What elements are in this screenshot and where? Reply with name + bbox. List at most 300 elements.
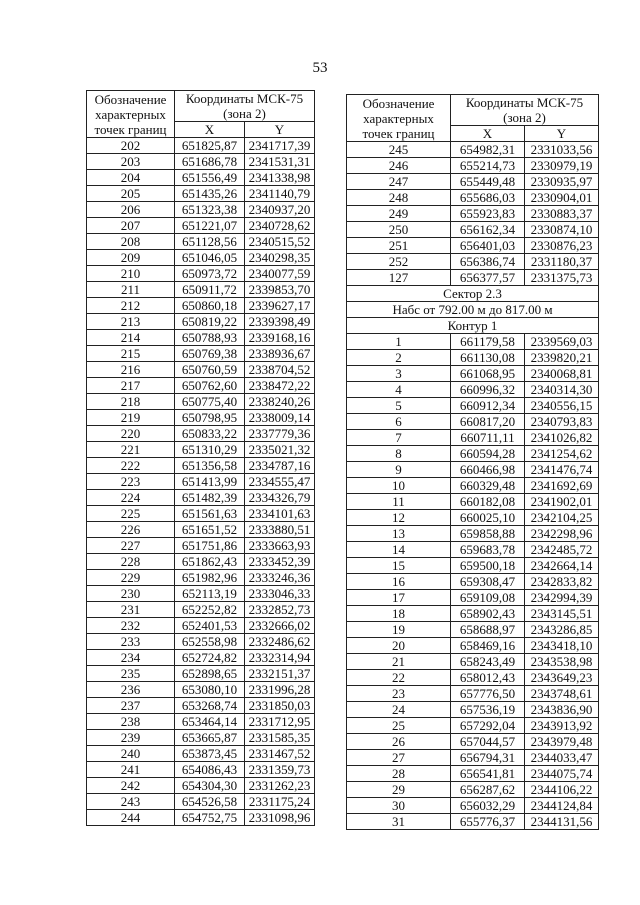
x-coordinate: 660025,10 [451, 510, 525, 526]
x-coordinate: 658469,16 [451, 638, 525, 654]
y-coordinate: 2338472,22 [245, 378, 315, 394]
point-id: 217 [87, 378, 175, 394]
point-id: 235 [87, 666, 175, 682]
table-row [87, 794, 315, 810]
y-coordinate: 2341531,31 [245, 154, 315, 170]
table-row [87, 250, 315, 266]
point-id: 205 [87, 186, 175, 202]
table-row [347, 254, 599, 270]
x-coordinate: 660329,48 [451, 478, 525, 494]
x-coordinate: 656287,62 [451, 782, 525, 798]
y-coordinate: 2339168,16 [245, 330, 315, 346]
y-coordinate: 2331467,52 [245, 746, 315, 762]
y-coordinate: 2343913,92 [525, 718, 599, 734]
y-coordinate: 2340314,30 [525, 382, 599, 398]
point-id: 228 [87, 554, 175, 570]
table-row [87, 698, 315, 714]
point-id: 127 [347, 270, 451, 286]
x-coordinate: 650762,60 [175, 378, 245, 394]
table-row [347, 238, 599, 254]
x-coordinate: 650769,38 [175, 346, 245, 362]
x-coordinate: 650760,59 [175, 362, 245, 378]
table-row [87, 570, 315, 586]
x-coordinate: 653665,87 [175, 730, 245, 746]
point-id: 226 [87, 522, 175, 538]
y-coordinate: 2330876,23 [525, 238, 599, 254]
y-coordinate: 2341717,39 [245, 138, 315, 154]
table-row [87, 666, 315, 682]
point-id: 246 [347, 158, 451, 174]
table-row [347, 270, 599, 286]
point-id: 250 [347, 222, 451, 238]
point-id: 203 [87, 154, 175, 170]
table-row [87, 346, 315, 362]
table-row [87, 522, 315, 538]
y-coordinate: 2343979,48 [525, 734, 599, 750]
y-coordinate: 2335021,32 [245, 442, 315, 458]
table-row [87, 202, 315, 218]
x-coordinate: 661179,58 [451, 334, 525, 350]
y-coordinate: 2341026,82 [525, 430, 599, 446]
table-row [347, 414, 599, 430]
y-coordinate: 2330904,01 [525, 190, 599, 206]
x-coordinate: 651482,39 [175, 490, 245, 506]
point-id: 5 [347, 398, 451, 414]
x-coordinate: 651221,07 [175, 218, 245, 234]
x-coordinate: 656162,34 [451, 222, 525, 238]
y-coordinate: 2331996,28 [245, 682, 315, 698]
point-id: 20 [347, 638, 451, 654]
point-id: 29 [347, 782, 451, 798]
table-row [87, 314, 315, 330]
y-coordinate: 2331180,37 [525, 254, 599, 270]
point-id: 24 [347, 702, 451, 718]
point-id: 243 [87, 794, 175, 810]
point-id: 244 [87, 810, 175, 826]
point-id: 219 [87, 410, 175, 426]
y-coordinate: 2332314,94 [245, 650, 315, 666]
x-coordinate: 653464,14 [175, 714, 245, 730]
point-id: 10 [347, 478, 451, 494]
point-id: 236 [87, 682, 175, 698]
y-coordinate: 2332486,62 [245, 634, 315, 650]
y-coordinate: 2340937,20 [245, 202, 315, 218]
point-id: 16 [347, 574, 451, 590]
y-coordinate: 2343748,61 [525, 686, 599, 702]
x-coordinate: 659858,88 [451, 526, 525, 542]
y-column-header: Y [525, 126, 599, 142]
table-row [87, 138, 315, 154]
table-row [87, 762, 315, 778]
point-id: 206 [87, 202, 175, 218]
table-row [347, 590, 599, 606]
table-row [347, 782, 599, 798]
y-coordinate: 2333452,39 [245, 554, 315, 570]
point-id: 220 [87, 426, 175, 442]
table-row [347, 750, 599, 766]
point-id: 4 [347, 382, 451, 398]
x-coordinate: 652252,82 [175, 602, 245, 618]
table-row [87, 474, 315, 490]
point-id: 213 [87, 314, 175, 330]
table-row [347, 702, 599, 718]
point-id: 223 [87, 474, 175, 490]
x-coordinate: 656032,29 [451, 798, 525, 814]
y-coordinate: 2342485,72 [525, 542, 599, 558]
table-row [347, 558, 599, 574]
y-coordinate: 2342104,25 [525, 510, 599, 526]
y-coordinate: 2344075,74 [525, 766, 599, 782]
y-coordinate: 2330883,37 [525, 206, 599, 222]
y-coordinate: 2341338,98 [245, 170, 315, 186]
table-row [87, 426, 315, 442]
table-row [347, 478, 599, 494]
table-row [87, 394, 315, 410]
page-number: 53 [312, 60, 328, 76]
x-coordinate: 650833,22 [175, 426, 245, 442]
table-row [87, 506, 315, 522]
x-column-header: X [175, 122, 245, 138]
table-row [87, 730, 315, 746]
y-coordinate: 2343538,98 [525, 654, 599, 670]
point-id: 248 [347, 190, 451, 206]
point-id: 26 [347, 734, 451, 750]
x-coordinate: 654526,58 [175, 794, 245, 810]
point-id: 6 [347, 414, 451, 430]
x-coordinate: 657776,50 [451, 686, 525, 702]
point-id: 28 [347, 766, 451, 782]
point-id: 209 [87, 250, 175, 266]
y-coordinate: 2341476,74 [525, 462, 599, 478]
x-coordinate: 653268,74 [175, 698, 245, 714]
point-id: 233 [87, 634, 175, 650]
y-coordinate: 2343836,90 [525, 702, 599, 718]
y-coordinate: 2331375,73 [525, 270, 599, 286]
y-coordinate: 2339398,49 [245, 314, 315, 330]
table-row [87, 602, 315, 618]
table-row [347, 686, 599, 702]
x-coordinate: 660466,98 [451, 462, 525, 478]
table-row [347, 718, 599, 734]
table-row [347, 606, 599, 622]
point-id: 2 [347, 350, 451, 366]
point-id: 242 [87, 778, 175, 794]
point-id: 229 [87, 570, 175, 586]
point-id: 221 [87, 442, 175, 458]
table-row [347, 638, 599, 654]
point-id: 14 [347, 542, 451, 558]
x-coordinate: 653873,45 [175, 746, 245, 762]
table-row [347, 462, 599, 478]
table-row [347, 334, 599, 350]
y-coordinate: 2344131,56 [525, 814, 599, 830]
x-coordinate: 661068,95 [451, 366, 525, 382]
y-coordinate: 2331098,96 [245, 810, 315, 826]
point-id: 23 [347, 686, 451, 702]
y-coordinate: 2339569,03 [525, 334, 599, 350]
coordinates-header: Координаты МСК-75 (зона 2) [451, 95, 599, 126]
x-coordinate: 650775,40 [175, 394, 245, 410]
point-id: 251 [347, 238, 451, 254]
x-coordinate: 651310,29 [175, 442, 245, 458]
table-row [347, 446, 599, 462]
x-coordinate: 657536,19 [451, 702, 525, 718]
point-id: 18 [347, 606, 451, 622]
table-row [87, 554, 315, 570]
x-coordinate: 659683,78 [451, 542, 525, 558]
x-coordinate: 660182,08 [451, 494, 525, 510]
y-coordinate: 2333880,51 [245, 522, 315, 538]
x-coordinate: 660996,32 [451, 382, 525, 398]
y-coordinate: 2333663,93 [245, 538, 315, 554]
x-coordinate: 651825,87 [175, 138, 245, 154]
table-row [347, 622, 599, 638]
point-id: 207 [87, 218, 175, 234]
table-row [87, 362, 315, 378]
x-coordinate: 660817,20 [451, 414, 525, 430]
table-row [347, 798, 599, 814]
y-coordinate: 2331712,95 [245, 714, 315, 730]
y-coordinate: 2331850,03 [245, 698, 315, 714]
x-coordinate: 650860,18 [175, 298, 245, 314]
x-coordinate: 658243,49 [451, 654, 525, 670]
table-row [87, 458, 315, 474]
x-coordinate: 656541,81 [451, 766, 525, 782]
contour-title: Контур 1 [347, 318, 599, 334]
y-coordinate: 2343286,85 [525, 622, 599, 638]
point-id: 240 [87, 746, 175, 762]
table-row [87, 218, 315, 234]
y-column-header: Y [245, 122, 315, 138]
table-row [347, 190, 599, 206]
x-column-header: X [451, 126, 525, 142]
x-coordinate: 652401,53 [175, 618, 245, 634]
y-coordinate: 2339853,70 [245, 282, 315, 298]
point-id: 239 [87, 730, 175, 746]
x-coordinate: 655776,37 [451, 814, 525, 830]
y-coordinate: 2333046,33 [245, 586, 315, 602]
table-row [347, 366, 599, 382]
table-row [347, 654, 599, 670]
x-coordinate: 651862,43 [175, 554, 245, 570]
x-coordinate: 654752,75 [175, 810, 245, 826]
point-id: 17 [347, 590, 451, 606]
y-coordinate: 2343649,23 [525, 670, 599, 686]
x-coordinate: 660912,34 [451, 398, 525, 414]
y-coordinate: 2338240,26 [245, 394, 315, 410]
x-coordinate: 660594,28 [451, 446, 525, 462]
x-coordinate: 651046,05 [175, 250, 245, 266]
table-row [87, 586, 315, 602]
x-coordinate: 659308,47 [451, 574, 525, 590]
point-id: 9 [347, 462, 451, 478]
table-row [87, 154, 315, 170]
point-id: 212 [87, 298, 175, 314]
point-id: 8 [347, 446, 451, 462]
coordinates-table-right [346, 94, 599, 830]
x-coordinate: 655686,03 [451, 190, 525, 206]
x-coordinate: 651982,96 [175, 570, 245, 586]
point-id: 22 [347, 670, 451, 686]
table-row [347, 670, 599, 686]
y-coordinate: 2330874,10 [525, 222, 599, 238]
x-coordinate: 653080,10 [175, 682, 245, 698]
x-coordinate: 655449,48 [451, 174, 525, 190]
table-row [347, 814, 599, 830]
point-id: 249 [347, 206, 451, 222]
y-coordinate: 2331262,23 [245, 778, 315, 794]
table-row [87, 538, 315, 554]
table-row [87, 634, 315, 650]
x-coordinate: 650819,22 [175, 314, 245, 330]
x-coordinate: 654982,31 [451, 142, 525, 158]
y-coordinate: 2344106,22 [525, 782, 599, 798]
y-coordinate: 2334555,47 [245, 474, 315, 490]
table-row [347, 542, 599, 558]
x-coordinate: 657044,57 [451, 734, 525, 750]
table-row [347, 398, 599, 414]
y-coordinate: 2332666,02 [245, 618, 315, 634]
y-coordinate: 2341692,69 [525, 478, 599, 494]
x-coordinate: 658902,43 [451, 606, 525, 622]
table-row [347, 766, 599, 782]
x-coordinate: 651128,56 [175, 234, 245, 250]
point-designation-header: Обозначение характерных точек границ [347, 95, 451, 142]
point-id: 225 [87, 506, 175, 522]
x-coordinate: 650911,72 [175, 282, 245, 298]
y-coordinate: 2339820,21 [525, 350, 599, 366]
y-coordinate: 2343418,10 [525, 638, 599, 654]
point-id: 208 [87, 234, 175, 250]
point-id: 230 [87, 586, 175, 602]
point-id: 30 [347, 798, 451, 814]
y-coordinate: 2339627,17 [245, 298, 315, 314]
point-id: 241 [87, 762, 175, 778]
table-row [347, 174, 599, 190]
y-coordinate: 2340515,52 [245, 234, 315, 250]
point-id: 227 [87, 538, 175, 554]
table-row [347, 510, 599, 526]
x-coordinate: 657292,04 [451, 718, 525, 734]
table-row [347, 206, 599, 222]
table-row [347, 734, 599, 750]
table-row [87, 298, 315, 314]
point-id: 19 [347, 622, 451, 638]
x-coordinate: 651561,63 [175, 506, 245, 522]
point-id: 247 [347, 174, 451, 190]
x-coordinate: 651435,26 [175, 186, 245, 202]
table-row [87, 442, 315, 458]
table-row [87, 490, 315, 506]
y-coordinate: 2344124,84 [525, 798, 599, 814]
y-coordinate: 2338936,67 [245, 346, 315, 362]
point-id: 202 [87, 138, 175, 154]
x-coordinate: 651556,49 [175, 170, 245, 186]
table-row [87, 170, 315, 186]
table-row [87, 378, 315, 394]
point-id: 237 [87, 698, 175, 714]
y-coordinate: 2344033,47 [525, 750, 599, 766]
x-coordinate: 656377,57 [451, 270, 525, 286]
table-row [87, 618, 315, 634]
x-coordinate: 651356,58 [175, 458, 245, 474]
x-coordinate: 650788,93 [175, 330, 245, 346]
x-coordinate: 651651,52 [175, 522, 245, 538]
x-coordinate: 654304,30 [175, 778, 245, 794]
x-coordinate: 652113,19 [175, 586, 245, 602]
y-coordinate: 2340077,59 [245, 266, 315, 282]
table-row [347, 158, 599, 174]
y-coordinate: 2342664,14 [525, 558, 599, 574]
x-coordinate: 650798,95 [175, 410, 245, 426]
y-coordinate: 2342298,96 [525, 526, 599, 542]
point-id: 27 [347, 750, 451, 766]
point-id: 25 [347, 718, 451, 734]
table-row [87, 746, 315, 762]
y-coordinate: 2340728,62 [245, 218, 315, 234]
x-coordinate: 654086,43 [175, 762, 245, 778]
table-row [347, 382, 599, 398]
point-id: 211 [87, 282, 175, 298]
table-row [347, 574, 599, 590]
table-row [87, 282, 315, 298]
point-id: 234 [87, 650, 175, 666]
y-coordinate: 2332852,73 [245, 602, 315, 618]
x-coordinate: 656386,74 [451, 254, 525, 270]
point-id: 13 [347, 526, 451, 542]
x-coordinate: 652898,65 [175, 666, 245, 682]
x-coordinate: 652724,82 [175, 650, 245, 666]
y-coordinate: 2333246,36 [245, 570, 315, 586]
y-coordinate: 2330979,19 [525, 158, 599, 174]
x-coordinate: 656401,03 [451, 238, 525, 254]
point-id: 7 [347, 430, 451, 446]
table-row [87, 682, 315, 698]
x-coordinate: 659109,08 [451, 590, 525, 606]
table-row [347, 142, 599, 158]
point-id: 11 [347, 494, 451, 510]
y-coordinate: 2338704,52 [245, 362, 315, 378]
table-row [87, 410, 315, 426]
point-id: 232 [87, 618, 175, 634]
x-coordinate: 658688,97 [451, 622, 525, 638]
y-coordinate: 2342994,39 [525, 590, 599, 606]
point-id: 252 [347, 254, 451, 270]
point-id: 12 [347, 510, 451, 526]
x-coordinate: 651751,86 [175, 538, 245, 554]
point-id: 214 [87, 330, 175, 346]
y-coordinate: 2331359,73 [245, 762, 315, 778]
sector-height-range: Набс от 792.00 м до 817.00 м [347, 302, 599, 318]
y-coordinate: 2331175,24 [245, 794, 315, 810]
table-row [87, 650, 315, 666]
point-id: 31 [347, 814, 451, 830]
y-coordinate: 2343145,51 [525, 606, 599, 622]
sector-title: Сектор 2.3 [347, 286, 599, 302]
y-coordinate: 2337779,36 [245, 426, 315, 442]
table-row [347, 350, 599, 366]
table-row [87, 810, 315, 826]
point-id: 238 [87, 714, 175, 730]
y-coordinate: 2334101,63 [245, 506, 315, 522]
point-id: 1 [347, 334, 451, 350]
y-coordinate: 2334787,16 [245, 458, 315, 474]
table-row [87, 778, 315, 794]
point-id: 218 [87, 394, 175, 410]
x-coordinate: 661130,08 [451, 350, 525, 366]
point-id: 21 [347, 654, 451, 670]
y-coordinate: 2338009,14 [245, 410, 315, 426]
